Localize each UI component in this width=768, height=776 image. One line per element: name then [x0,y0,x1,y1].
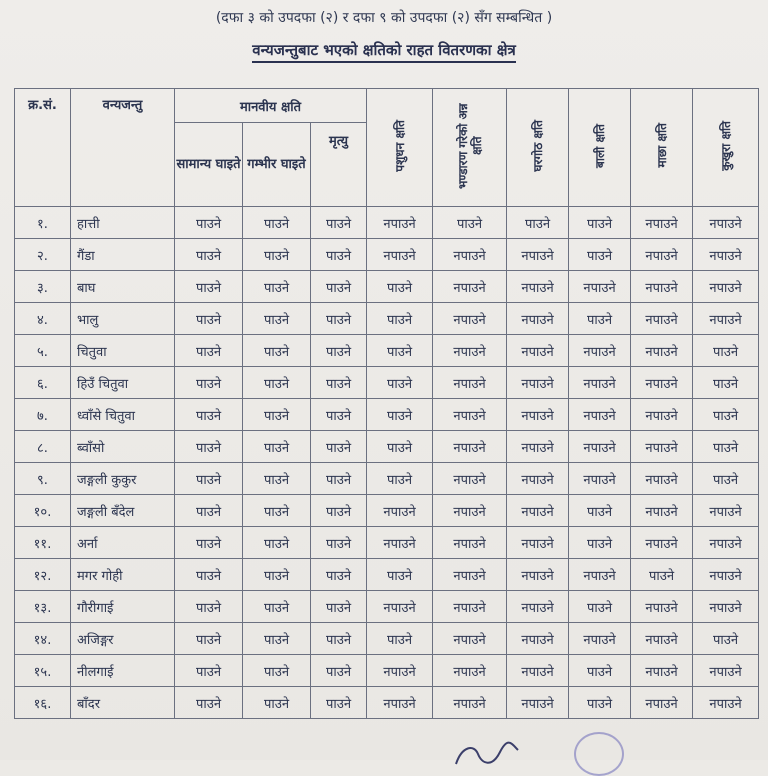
eligibility-cell: पाउने [367,271,433,303]
eligibility-cell: नपाउने [569,431,631,463]
row-animal: जङ्गली बँदेल [71,495,175,527]
eligibility-cell: नपाउने [433,495,507,527]
eligibility-cell: पाउने [175,687,243,719]
human-damage-header: मानवीय क्षति [175,89,367,123]
eligibility-cell: नपाउने [631,591,693,623]
eligibility-cell: नपाउने [569,463,631,495]
eligibility-cell: पाउने [311,271,367,303]
table-row [15,303,759,335]
eligibility-cell: पाउने [569,655,631,687]
eligibility-cell: पाउने [693,431,759,463]
signature [452,740,522,770]
eligibility-cell: पाउने [507,207,569,239]
col-fish-label: माछा क्षति [654,123,669,168]
eligibility-cell: नपाउने [507,527,569,559]
header-row-1 [15,89,759,123]
eligibility-cell: पाउने [243,303,311,335]
eligibility-cell: नपाउने [507,399,569,431]
row-serial: ८. [15,431,71,463]
eligibility-cell: पाउने [243,431,311,463]
eligibility-cell: पाउने [243,495,311,527]
eligibility-cell: नपाउने [433,303,507,335]
eligibility-cell: पाउने [311,463,367,495]
eligibility-cell: पाउने [243,591,311,623]
row-animal: बाँदर [71,687,175,719]
eligibility-cell: नपाउने [507,335,569,367]
eligibility-cell: नपाउने [433,463,507,495]
eligibility-cell: पाउने [243,367,311,399]
eligibility-cell: पाउने [693,623,759,655]
table-row [15,335,759,367]
row-serial: १. [15,207,71,239]
eligibility-cell: पाउने [311,559,367,591]
eligibility-cell: नपाउने [507,591,569,623]
eligibility-cell: पाउने [175,335,243,367]
eligibility-cell: पाउने [243,687,311,719]
row-serial: ९. [15,463,71,495]
eligibility-cell: नपाउने [693,527,759,559]
eligibility-cell: पाउने [367,399,433,431]
eligibility-cell: नपाउने [631,335,693,367]
row-animal: गौरीगाई [71,591,175,623]
eligibility-cell: पाउने [631,559,693,591]
table-row [15,239,759,271]
eligibility-cell: पाउने [243,271,311,303]
eligibility-cell: पाउने [175,303,243,335]
row-animal: अजिङ्गर [71,623,175,655]
eligibility-cell: नपाउने [693,271,759,303]
eligibility-cell: नपाउने [367,655,433,687]
eligibility-cell: पाउने [367,431,433,463]
eligibility-cell: पाउने [311,527,367,559]
eligibility-cell: नपाउने [433,271,507,303]
eligibility-cell: पाउने [367,367,433,399]
col-livestock-header [367,89,433,207]
table-row [15,463,759,495]
eligibility-cell: नपाउने [693,559,759,591]
page-title [0,40,768,60]
eligibility-cell: पाउने [175,239,243,271]
eligibility-cell: नपाउने [507,463,569,495]
eligibility-cell: नपाउने [367,687,433,719]
eligibility-cell: पाउने [433,207,507,239]
eligibility-cell: पाउने [311,367,367,399]
row-animal: ब्वाँसो [71,431,175,463]
eligibility-cell: पाउने [569,527,631,559]
row-serial: ६. [15,367,71,399]
col-animal-header: वन्यजन्तु [71,89,175,207]
eligibility-cell: नपाउने [507,623,569,655]
eligibility-cell: नपाउने [631,655,693,687]
col-house-header [507,89,569,207]
eligibility-cell: नपाउने [433,527,507,559]
table-row [15,367,759,399]
col-serious-injury-header: गम्भीर घाइते [243,123,311,207]
row-serial: १०. [15,495,71,527]
eligibility-cell: पाउने [243,559,311,591]
col-death-header: मृत्यु [311,123,367,207]
col-house-label: घरगोठ क्षति [530,119,545,172]
eligibility-cell: नपाउने [631,367,693,399]
eligibility-cell: नपाउने [367,527,433,559]
row-serial: ११. [15,527,71,559]
col-stored-grain-label: भण्डारण गरेको अन्न क्षति [455,102,484,189]
eligibility-cell: नपाउने [507,655,569,687]
eligibility-cell: नपाउने [631,399,693,431]
eligibility-cell: पाउने [175,399,243,431]
eligibility-cell: पाउने [311,431,367,463]
eligibility-cell: पाउने [243,463,311,495]
eligibility-cell: पाउने [569,207,631,239]
eligibility-cell: पाउने [311,495,367,527]
col-stored-grain-header [433,89,507,207]
eligibility-cell: नपाउने [631,687,693,719]
eligibility-cell: पाउने [367,303,433,335]
eligibility-cell: पाउने [311,303,367,335]
eligibility-cell: पाउने [175,271,243,303]
eligibility-cell: पाउने [311,335,367,367]
eligibility-cell: नपाउने [507,431,569,463]
eligibility-cell: नपाउने [433,591,507,623]
eligibility-cell: पाउने [311,239,367,271]
eligibility-cell: नपाउने [693,303,759,335]
eligibility-cell: नपाउने [507,271,569,303]
eligibility-cell: पाउने [569,591,631,623]
eligibility-cell: पाउने [175,623,243,655]
eligibility-cell: पाउने [243,399,311,431]
table-row [15,623,759,655]
eligibility-cell: पाउने [311,399,367,431]
table-row [15,655,759,687]
table-body [15,207,759,719]
eligibility-cell: पाउने [243,527,311,559]
eligibility-cell: नपाउने [507,303,569,335]
eligibility-cell: पाउने [367,463,433,495]
eligibility-cell: पाउने [693,399,759,431]
eligibility-cell: नपाउने [367,591,433,623]
eligibility-cell: पाउने [569,687,631,719]
eligibility-cell: पाउने [569,303,631,335]
eligibility-cell: नपाउने [631,303,693,335]
row-serial: १६. [15,687,71,719]
eligibility-cell: नपाउने [433,655,507,687]
eligibility-cell: नपाउने [569,335,631,367]
table-row [15,495,759,527]
col-crop-label: बाली क्षति [592,123,607,168]
col-minor-injury-header: सामान्य घाइते [175,123,243,207]
col-crop-header [569,89,631,207]
row-animal: भालु [71,303,175,335]
col-sn-header: क्र.सं. [15,89,71,207]
eligibility-cell: नपाउने [693,655,759,687]
row-animal: हिउँ चितुवा [71,367,175,399]
eligibility-cell: पाउने [175,207,243,239]
eligibility-cell: पाउने [175,463,243,495]
eligibility-cell: नपाउने [433,431,507,463]
eligibility-cell: पाउने [243,239,311,271]
table-row [15,591,759,623]
eligibility-cell: पाउने [311,591,367,623]
eligibility-cell: नपाउने [631,207,693,239]
table-row [15,687,759,719]
row-serial: १२. [15,559,71,591]
eligibility-cell: नपाउने [433,559,507,591]
table-row [15,431,759,463]
eligibility-cell: नपाउने [631,495,693,527]
eligibility-cell: नपाउने [507,495,569,527]
eligibility-cell: नपाउने [507,559,569,591]
col-poultry-label: कुखुरा क्षति [718,120,733,171]
eligibility-cell: नपाउने [367,495,433,527]
eligibility-cell: नपाउने [569,367,631,399]
eligibility-cell: नपाउने [433,239,507,271]
row-serial: २. [15,239,71,271]
row-animal: अर्ना [71,527,175,559]
eligibility-cell: पाउने [569,495,631,527]
eligibility-cell: नपाउने [631,271,693,303]
relief-table [14,88,759,719]
eligibility-cell: पाउने [175,527,243,559]
eligibility-cell: नपाउने [631,527,693,559]
eligibility-cell: नपाउने [693,591,759,623]
eligibility-cell: नपाउने [433,399,507,431]
row-serial: १३. [15,591,71,623]
row-animal: बाघ [71,271,175,303]
eligibility-cell: पाउने [243,207,311,239]
eligibility-cell: पाउने [693,463,759,495]
section-reference: (दफा ३ को उपदफा (२) र दफा ९ को उपदफा (२) सँग सम्बन्धित ) [215,10,553,26]
eligibility-cell: नपाउने [569,623,631,655]
eligibility-cell: पाउने [175,655,243,687]
col-livestock-label: पशुधन क्षति [392,119,407,172]
eligibility-cell: नपाउने [631,239,693,271]
eligibility-cell: नपाउने [569,271,631,303]
eligibility-cell: पाउने [243,623,311,655]
eligibility-cell: पाउने [311,655,367,687]
eligibility-cell: नपाउने [367,239,433,271]
eligibility-cell: नपाउने [507,367,569,399]
row-animal: जङ्गली कुकुर [71,463,175,495]
official-seal [574,732,624,776]
col-fish-header [631,89,693,207]
row-serial: ४. [15,303,71,335]
eligibility-cell: नपाउने [631,431,693,463]
eligibility-cell: पाउने [367,559,433,591]
eligibility-cell: पाउने [311,623,367,655]
eligibility-cell: नपाउने [507,239,569,271]
eligibility-cell: नपाउने [631,623,693,655]
page-title-text: वन्यजन्तुबाट भएको क्षतिको राहत वितरणका क्षेत्र [252,41,515,63]
eligibility-cell: पाउने [311,687,367,719]
eligibility-cell: नपाउने [367,207,433,239]
eligibility-cell: नपाउने [433,335,507,367]
eligibility-cell: नपाउने [507,687,569,719]
eligibility-cell: पाउने [367,623,433,655]
table-row [15,559,759,591]
row-serial: १५. [15,655,71,687]
eligibility-cell: पाउने [243,655,311,687]
table-row [15,399,759,431]
col-poultry-header [693,89,759,207]
eligibility-cell: पाउने [175,367,243,399]
eligibility-cell: पाउने [175,431,243,463]
eligibility-cell: पाउने [367,335,433,367]
eligibility-cell: नपाउने [433,687,507,719]
table-row [15,207,759,239]
row-serial: १४. [15,623,71,655]
eligibility-cell: नपाउने [693,239,759,271]
row-serial: ७. [15,399,71,431]
eligibility-cell: पाउने [693,367,759,399]
eligibility-cell: नपाउने [569,399,631,431]
table-row [15,271,759,303]
row-animal: गैंडा [71,239,175,271]
eligibility-cell: पाउने [569,239,631,271]
eligibility-cell: पाउने [693,335,759,367]
eligibility-cell: पाउने [175,559,243,591]
eligibility-cell: पाउने [175,591,243,623]
eligibility-cell: नपाउने [569,559,631,591]
row-animal: ध्वाँसे चितुवा [71,399,175,431]
row-serial: ३. [15,271,71,303]
eligibility-cell: नपाउने [631,463,693,495]
row-animal: चितुवा [71,335,175,367]
row-animal: हात्ती [71,207,175,239]
eligibility-cell: नपाउने [433,367,507,399]
eligibility-cell: नपाउने [693,207,759,239]
eligibility-cell: पाउने [243,335,311,367]
table-row [15,527,759,559]
row-serial: ५. [15,335,71,367]
eligibility-cell: नपाउने [433,623,507,655]
eligibility-cell: नपाउने [693,495,759,527]
eligibility-cell: पाउने [175,495,243,527]
eligibility-cell: पाउने [311,207,367,239]
row-animal: मगर गोही [71,559,175,591]
eligibility-cell: नपाउने [693,687,759,719]
row-animal: नीलगाई [71,655,175,687]
